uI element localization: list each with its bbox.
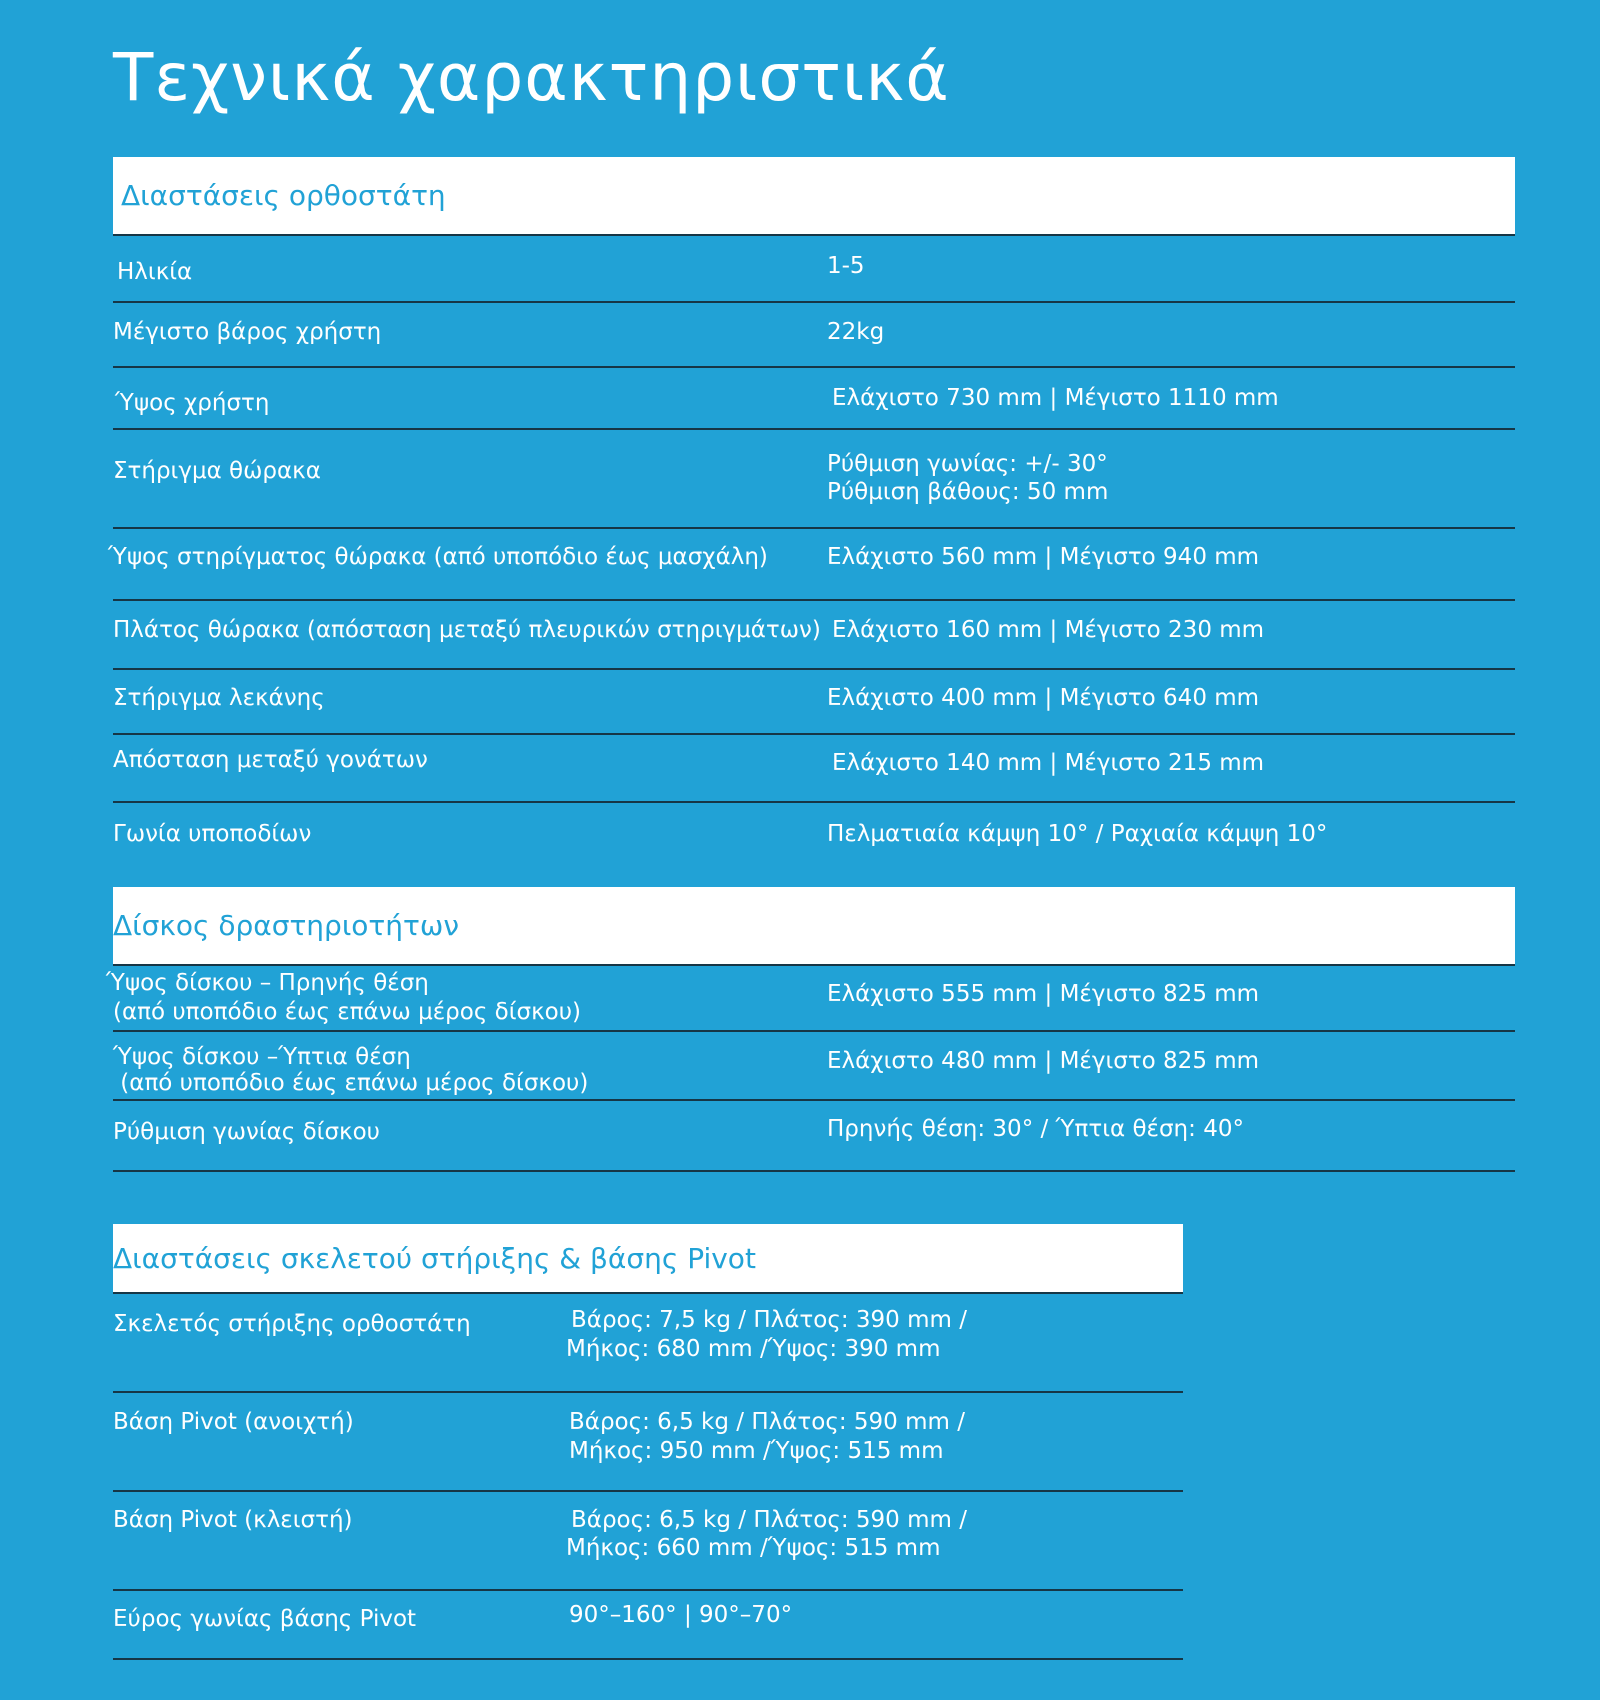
spec-label-chest-support-height: Ύψος στηρίγματος θώρακα (από υποπόδιο έως μασχάλη) bbox=[108, 544, 768, 570]
spec-label-chest-width: Πλάτος θώρακα (απόσταση μεταξύ πλευρικών στηριγμάτων) bbox=[113, 617, 821, 643]
section-header-frame-and-pivot-base: Διαστάσεις σκελετού στήριξης & βάσης Pivot bbox=[113, 1224, 1183, 1292]
row-divider bbox=[113, 1030, 1515, 1032]
spec-label-age: Ηλικία bbox=[117, 259, 193, 285]
spec-value-chest-support-angle: Ρύθμιση γωνίας: +/- 30° bbox=[827, 451, 1108, 477]
section-header-activity-tray: Δίσκος δραστηριοτήτων bbox=[113, 887, 1515, 964]
row-divider bbox=[113, 801, 1515, 803]
spec-label-pivot-base-open: Βάση Pivot (ανοιχτή) bbox=[113, 1409, 354, 1435]
row-divider bbox=[113, 668, 1515, 670]
spec-label-pivot-angle-range: Εύρος γωνίας βάσης Pivot bbox=[113, 1606, 417, 1632]
row-divider bbox=[113, 1170, 1515, 1172]
spec-value-stander-frame-line2: Μήκος: 680 mm /Ύψος: 390 mm bbox=[566, 1336, 941, 1362]
row-divider bbox=[113, 964, 1515, 966]
spec-value-tray-height-supine: Ελάχιστο 480 mm | Μέγιστο 825 mm bbox=[827, 1048, 1260, 1074]
spec-label-footplate-angle: Γωνία υποποδίων bbox=[113, 821, 312, 847]
row-divider bbox=[113, 1490, 1183, 1492]
row-divider bbox=[113, 527, 1515, 529]
spec-value-pivot-base-closed-line2: Μήκος: 660 mm /Ύψος: 515 mm bbox=[566, 1535, 941, 1561]
row-divider bbox=[113, 1391, 1183, 1393]
spec-label-max-user-weight: Μέγιστο βάρος χρήστη bbox=[113, 319, 382, 345]
row-divider bbox=[113, 428, 1515, 430]
page-title: Τεχνικά χαρακτηριστικά bbox=[113, 39, 950, 116]
spec-value-footplate-angle: Πελματιαία κάμψη 10° / Ραχιαία κάμψη 10° bbox=[827, 821, 1328, 847]
spec-label-pivot-base-closed: Βάση Pivot (κλειστή) bbox=[113, 1507, 353, 1533]
row-divider bbox=[113, 234, 1515, 236]
spec-value-pivot-base-open-line2: Μήκος: 950 mm /Ύψος: 515 mm bbox=[569, 1438, 944, 1464]
spec-value-max-user-weight: 22kg bbox=[827, 319, 885, 345]
spec-label-tray-height-prone: Ύψος δίσκου – Πρηνής θέση bbox=[106, 970, 429, 996]
spec-value-knee-distance: Ελάχιστο 140 mm | Μέγιστο 215 mm bbox=[832, 750, 1265, 776]
spec-label-user-height: Ύψος χρήστη bbox=[115, 390, 270, 416]
row-divider bbox=[113, 733, 1515, 735]
spec-value-pivot-angle-range: 90°–160° | 90°–70° bbox=[569, 1602, 793, 1628]
row-divider bbox=[113, 366, 1515, 368]
spec-value-pivot-base-open-line1: Βάρος: 6,5 kg / Πλάτος: 590 mm / bbox=[569, 1409, 965, 1435]
spec-value-tray-height-prone: Ελάχιστο 555 mm | Μέγιστο 825 mm bbox=[827, 981, 1260, 1007]
spec-label-pelvic-support: Στήριγμα λεκάνης bbox=[113, 685, 325, 711]
spec-label-stander-frame: Σκελετός στήριξης ορθοστάτη bbox=[113, 1311, 471, 1337]
spec-label-chest-support: Στήριγμα θώρακα bbox=[113, 458, 321, 484]
spec-label-knee-distance: Απόσταση μεταξύ γονάτων bbox=[113, 747, 428, 773]
spec-value-stander-frame-line1: Βάρος: 7,5 kg / Πλάτος: 390 mm / bbox=[571, 1307, 967, 1333]
section-header-stander-dimensions: Διαστάσεις ορθοστάτη bbox=[113, 157, 1515, 234]
row-divider bbox=[113, 1292, 1183, 1294]
spec-value-chest-width: Ελάχιστο 160 mm | Μέγιστο 230 mm bbox=[832, 617, 1265, 643]
row-divider bbox=[113, 1658, 1183, 1660]
spec-label-tray-height-supine-note: (από υποπόδιο έως επάνω μέρος δίσκου) bbox=[113, 1070, 589, 1096]
spec-label-tray-height-prone-note: (από υποπόδιο έως επάνω μέρος δίσκου) bbox=[113, 999, 581, 1025]
spec-value-pivot-base-closed-line1: Βάρος: 6,5 kg / Πλάτος: 590 mm / bbox=[571, 1507, 967, 1533]
spec-label-tray-height-supine: Ύψος δίσκου –Ύπτια θέση bbox=[113, 1044, 411, 1070]
spec-value-user-height: Ελάχιστο 730 mm | Μέγιστο 1110 mm bbox=[832, 385, 1279, 411]
row-divider bbox=[113, 599, 1515, 601]
row-divider bbox=[113, 1099, 1515, 1101]
spec-value-age: 1-5 bbox=[827, 253, 865, 279]
row-divider bbox=[113, 1589, 1183, 1591]
spec-label-tray-angle: Ρύθμιση γωνίας δίσκου bbox=[113, 1119, 380, 1145]
spec-value-pelvic-support: Ελάχιστο 400 mm | Μέγιστο 640 mm bbox=[827, 685, 1260, 711]
spec-value-chest-support-height: Ελάχιστο 560 mm | Μέγιστο 940 mm bbox=[827, 544, 1260, 570]
spec-value-tray-angle: Πρηνής θέση: 30° / Ύπτια θέση: 40° bbox=[827, 1116, 1244, 1142]
row-divider bbox=[113, 301, 1515, 303]
spec-value-chest-support-depth: Ρύθμιση βάθους: 50 mm bbox=[827, 479, 1109, 505]
